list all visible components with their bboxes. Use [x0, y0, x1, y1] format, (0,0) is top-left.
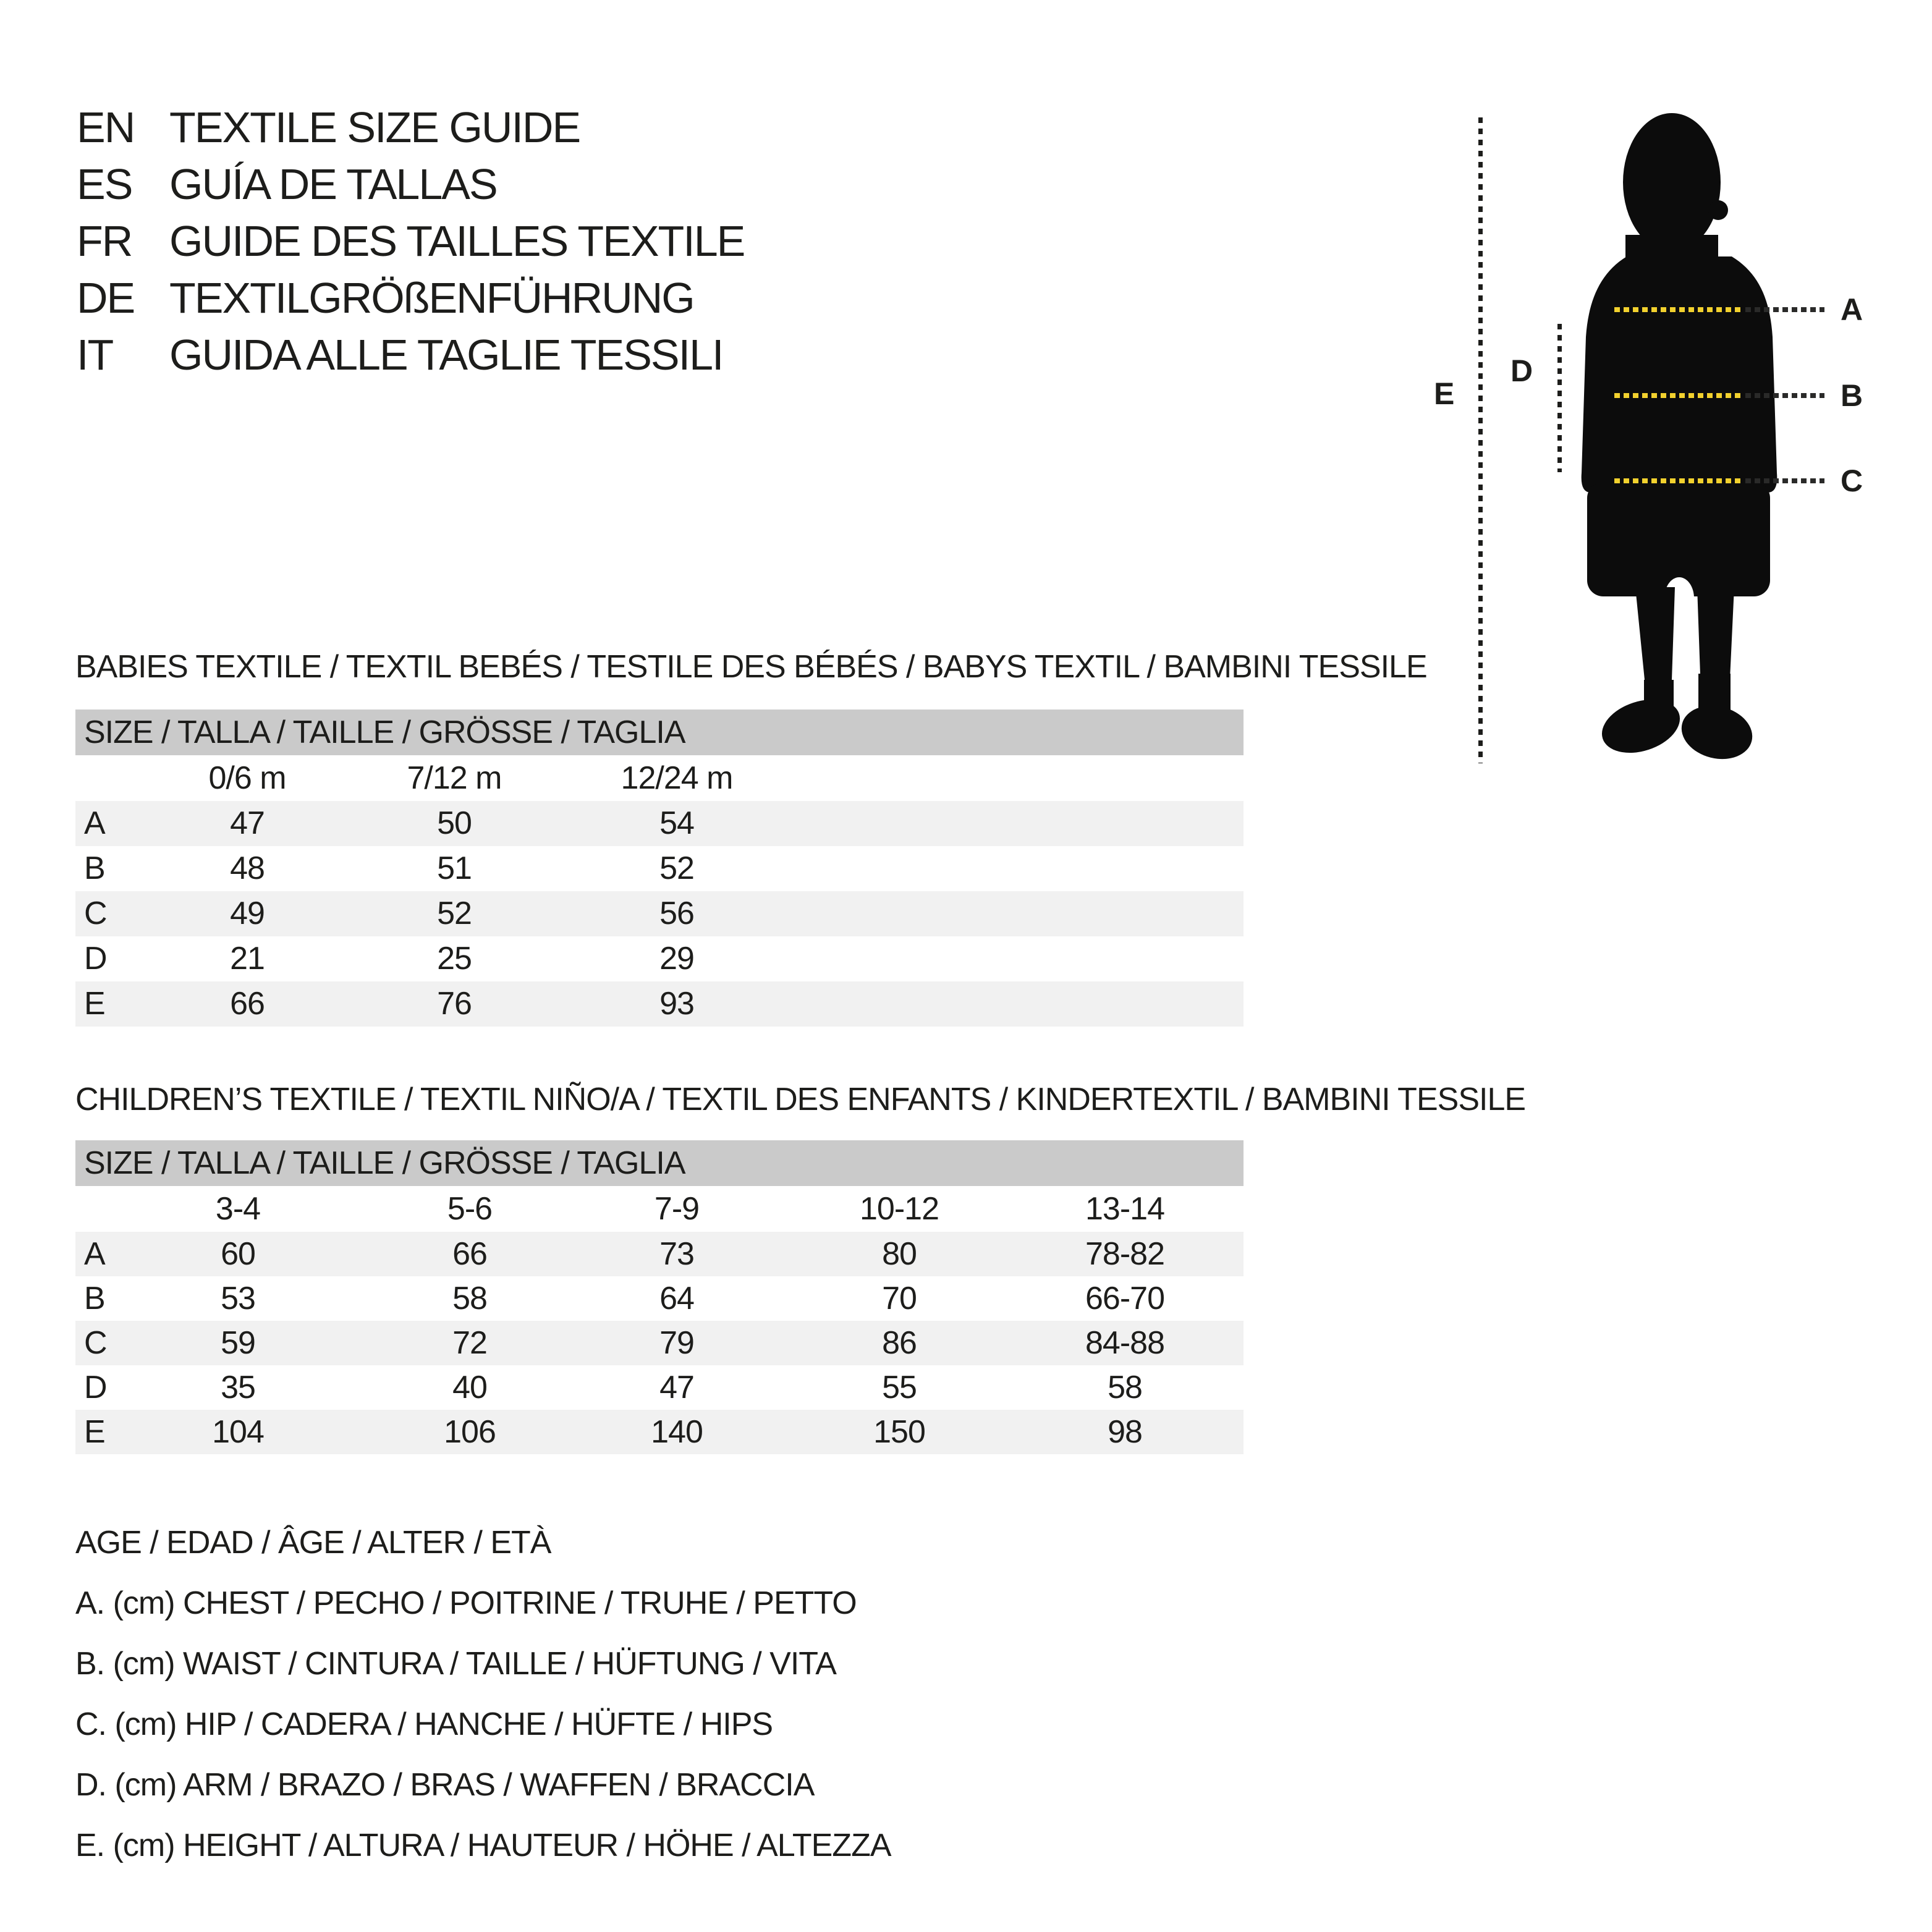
legend-chest: A. (cm) CHEST / PECHO / POITRINE / TRUHE / PETTO: [75, 1585, 857, 1621]
cell-value: 25: [437, 941, 472, 977]
cell-value: 54: [659, 805, 694, 841]
table-row: [75, 1276, 1244, 1321]
cell-value: 52: [659, 850, 694, 886]
cell-value: 104: [212, 1414, 264, 1450]
legend-height: E. (cm) HEIGHT / ALTURA / HAUTEUR / HÖHE / ALTEZZA: [75, 1828, 891, 1863]
cell-value: 76: [437, 986, 472, 1022]
cell-value: 58: [452, 1281, 487, 1316]
lang-code-de: DE: [77, 274, 135, 322]
babies-section-title: BABIES TEXTILE / TEXTIL BEBÉS / TESTILE DES BÉBÉS / BABYS TEXTIL / BAMBINI TESSILE: [75, 649, 1427, 685]
cell-value: 140: [651, 1414, 703, 1450]
lang-title-en: TEXTILE SIZE GUIDE: [169, 103, 580, 151]
cell-value: 93: [659, 986, 694, 1022]
waist-line-leader-B: [1745, 393, 1824, 398]
cell-value: 47: [230, 805, 265, 841]
cell-value: 58: [1108, 1370, 1142, 1405]
language-title-block: [77, 99, 744, 383]
cell-value: 48: [230, 850, 265, 886]
figure-label-C: C: [1841, 464, 1863, 498]
height-measure-dotted-line-E: [1478, 117, 1483, 763]
hip-line-yellow-C: [1614, 478, 1740, 483]
hip-line-leader-C: [1745, 478, 1824, 483]
row-label-B: B: [84, 850, 105, 886]
table-row: [75, 846, 1244, 891]
lang-code-fr: FR: [77, 217, 132, 265]
cell-value: 64: [659, 1281, 694, 1316]
chest-line-yellow-A: [1614, 307, 1740, 312]
cell-value: 66-70: [1085, 1281, 1164, 1316]
cell-value: 73: [659, 1236, 694, 1272]
table-row: [75, 801, 1244, 846]
figure-label-B: B: [1841, 378, 1863, 413]
table-row: [75, 1321, 1244, 1365]
children-section-title: CHILDREN’S TEXTILE / TEXTIL NIÑO/A / TEXTIL DES ENFANTS / KINDERTEXTIL / BAMBINI TESSILE: [75, 1082, 1526, 1117]
cell-value: 78-82: [1085, 1236, 1164, 1272]
table-row: [75, 1365, 1244, 1410]
children-col-3-4: 3-4: [215, 1191, 261, 1227]
children-col-13-14: 13-14: [1085, 1191, 1164, 1227]
cell-value: 51: [437, 850, 472, 886]
children-size-header-bar: SIZE / TALLA / TAILLE / GRÖSSE / TAGLIA: [75, 1140, 1244, 1186]
cell-value: 21: [230, 941, 265, 977]
cell-value: 72: [452, 1325, 487, 1361]
row-label-C: C: [84, 896, 107, 931]
cell-value: 66: [452, 1236, 487, 1272]
lang-code-it: IT: [77, 331, 113, 379]
table-row: [75, 1410, 1244, 1454]
children-column-header-row: [75, 1186, 1244, 1232]
lang-title-it: GUIDA ALLE TAGLIE TESSILI: [169, 331, 723, 379]
cell-value: 59: [221, 1325, 255, 1361]
legend-waist: B. (cm) WAIST / CINTURA / TAILLE / HÜFTUNG / VITA: [75, 1646, 836, 1682]
measurement-legend: [75, 1512, 891, 1876]
children-col-7-9: 7-9: [654, 1191, 700, 1227]
row-label-E: E: [84, 1414, 105, 1450]
babies-column-header-row: [75, 755, 1244, 801]
table-row: [75, 891, 1244, 936]
legend-hip: C. (cm) HIP / CADERA / HANCHE / HÜFTE / HIPS: [75, 1706, 773, 1742]
row-label-D: D: [84, 1370, 107, 1405]
cell-value: 49: [230, 896, 265, 931]
row-label-A: A: [84, 805, 105, 841]
header-row-de: [77, 269, 744, 326]
legend-arm: D. (cm) ARM / BRAZO / BRAS / WAFFEN / BRACCIA: [75, 1767, 815, 1803]
lang-title-es: GUÍA DE TALLAS: [169, 160, 497, 208]
babies-col-12-24m: 12/24 m: [621, 760, 733, 796]
row-label-B: B: [84, 1281, 105, 1316]
cell-value: 55: [882, 1370, 917, 1405]
child-silhouette-graphic: [1533, 111, 1817, 773]
lang-code-es: ES: [77, 160, 132, 208]
header-row-fr: [77, 213, 744, 269]
row-label-A: A: [84, 1236, 105, 1272]
cell-value: 84-88: [1085, 1325, 1164, 1361]
cell-value: 80: [882, 1236, 917, 1272]
cell-value: 29: [659, 941, 694, 977]
cell-value: 47: [659, 1370, 694, 1405]
babies-col-7-12m: 7/12 m: [407, 760, 502, 796]
cell-value: 79: [659, 1325, 694, 1361]
children-col-10-12: 10-12: [860, 1191, 939, 1227]
table-row: [75, 981, 1244, 1027]
row-label-C: C: [84, 1325, 107, 1361]
cell-value: 35: [221, 1370, 255, 1405]
waist-line-yellow-B: [1614, 393, 1740, 398]
header-row-it: [77, 326, 744, 383]
table-row: [75, 1232, 1244, 1276]
row-label-D: D: [84, 941, 107, 977]
cell-value: 60: [221, 1236, 255, 1272]
lang-title-de: TEXTILGRÖßENFÜHRUNG: [169, 274, 694, 322]
cell-value: 150: [873, 1414, 925, 1450]
chest-line-leader-A: [1745, 307, 1824, 312]
child-silhouette: [1533, 111, 1817, 773]
cell-value: 52: [437, 896, 472, 931]
cell-value: 50: [437, 805, 472, 841]
figure-label-D: D: [1510, 354, 1533, 388]
cell-value: 53: [221, 1281, 255, 1316]
legend-age: AGE / EDAD / ÂGE / ALTER / ETÀ: [75, 1525, 551, 1561]
cell-value: 56: [659, 896, 694, 931]
cell-value: 66: [230, 986, 265, 1022]
figure-label-E: E: [1434, 376, 1455, 411]
lang-title-fr: GUIDE DES TAILLES TEXTILE: [169, 217, 745, 265]
babies-col-0-6m: 0/6 m: [208, 760, 286, 796]
header-row-es: [77, 156, 744, 213]
lang-code-en: EN: [77, 103, 135, 151]
header-row-en: [77, 99, 744, 156]
table-row: [75, 936, 1244, 981]
babies-size-header-bar: SIZE / TALLA / TAILLE / GRÖSSE / TAGLIA: [75, 710, 1244, 755]
children-col-5-6: 5-6: [447, 1191, 493, 1227]
cell-value: 98: [1108, 1414, 1142, 1450]
cell-value: 86: [882, 1325, 917, 1361]
cell-value: 70: [882, 1281, 917, 1316]
row-label-E: E: [84, 986, 105, 1022]
cell-value: 106: [444, 1414, 496, 1450]
figure-label-A: A: [1841, 292, 1863, 327]
cell-value: 40: [452, 1370, 487, 1405]
